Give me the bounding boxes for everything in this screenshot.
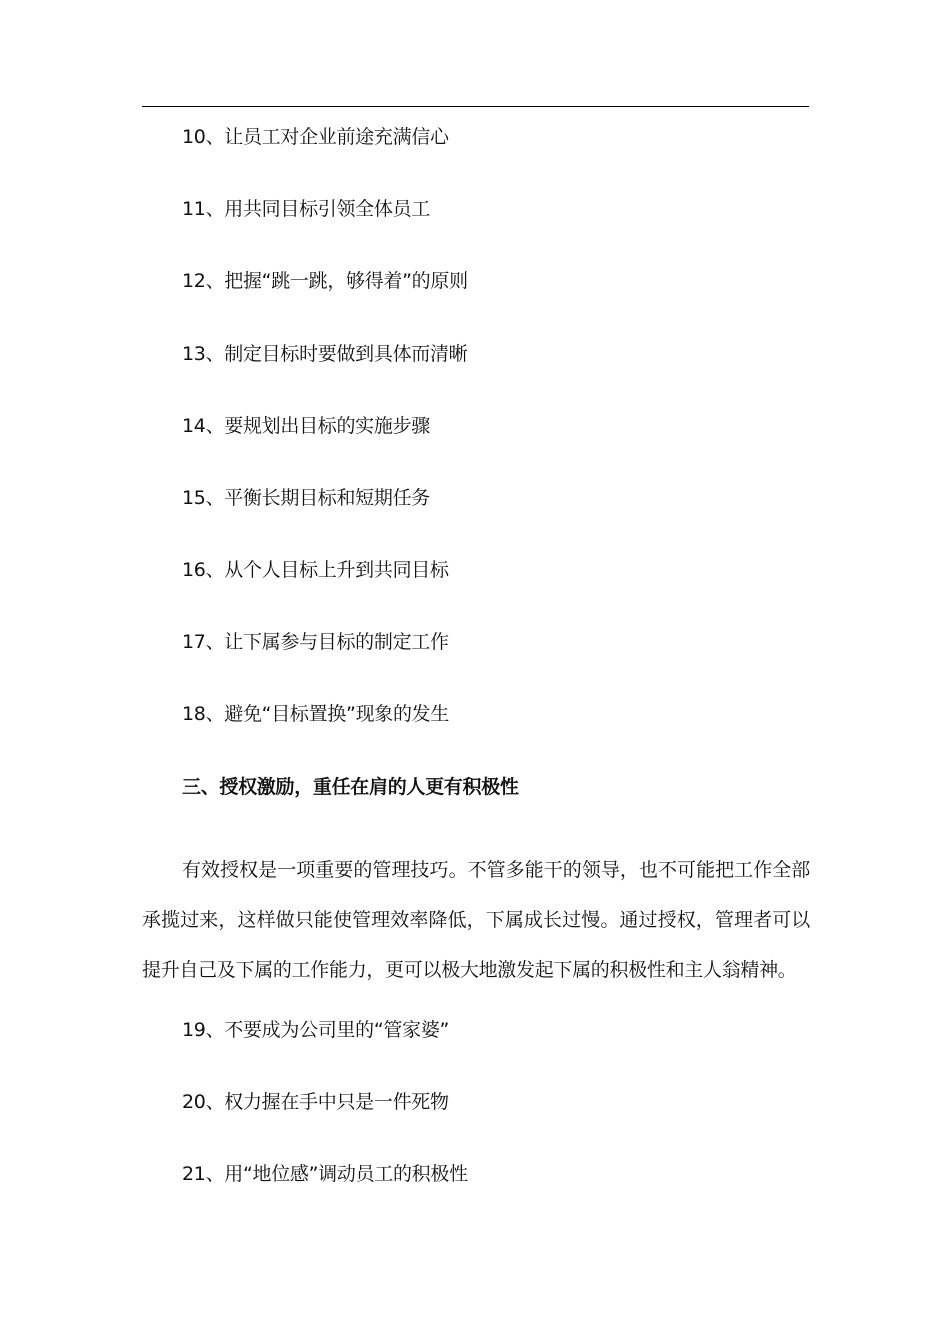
list-item: 19、不要成为公司里的“管家婆”: [182, 1019, 450, 1041]
section-heading: 三、授权激励，重任在肩的人更有积极性: [182, 776, 519, 798]
list-item: 20、权力握在手中只是一件死物: [182, 1091, 449, 1113]
list-item: 17、让下属参与目标的制定工作: [182, 631, 449, 653]
header-rule: [142, 106, 809, 107]
list-item: 18、避免“目标置换”现象的发生: [182, 703, 450, 725]
list-item: 10、让员工对企业前途充满信心: [182, 126, 449, 148]
list-item: 16、从个人目标上升到共同目标: [182, 559, 449, 581]
list-item: 11、用共同目标引领全体员工: [182, 198, 430, 220]
list-item: 15、平衡长期目标和短期任务: [182, 487, 430, 509]
body-paragraph: 有效授权是一项重要的管理技巧。不管多能干的领导，也不可能把工作全部承揽过来，这样做只能使管理效率降低，下属成长过慢。通过授权，管理者可以提升自己及下属的工作能力，更可以极大地激发起下属的积极性和主人翁精神。: [142, 859, 810, 981]
list-item: 14、要规划出目标的实施步骤: [182, 415, 430, 437]
list-item: 12、把握“跳一跳，够得着”的原则: [182, 270, 468, 292]
list-item: 13、制定目标时要做到具体而清晰: [182, 343, 468, 365]
list-item: 21、用“地位感”调动员工的积极性: [182, 1163, 468, 1185]
